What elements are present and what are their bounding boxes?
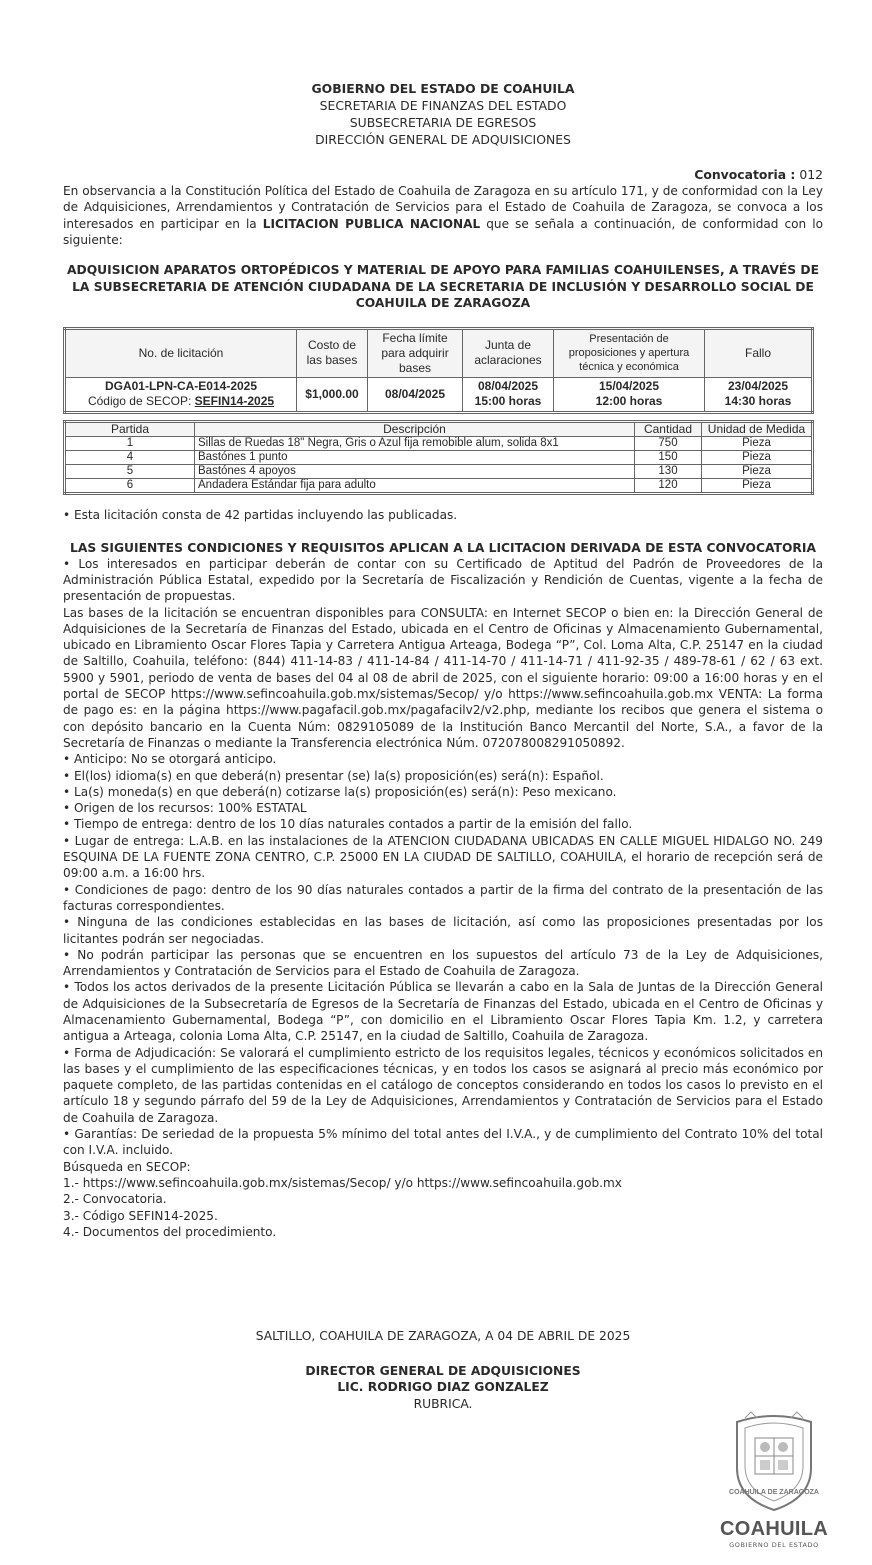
items-table [63,420,814,495]
partidas-note: • Esta licitación consta de 42 partidas incluyendo las publicadas. [63,507,458,522]
condition-item: • Lugar de entrega: L.A.B. en las instalaciones de la ATENCION CIUDADANA UBICADAS EN CALLE MIGUEL HIDALGO NO. 249 ESQUINA DE LA FUENTE ZONA CENTRO, C.P. 25000 EN LA CIUDAD DE SALTILLO, COAHUILA, el horario de recepción será de 09:00 a.m. a 16:00 hrs. [63,833,823,881]
summary-header-cell: No. de licitación [65,328,297,377]
secop-code-label: Código de SECOP: [87,394,192,409]
logo-brand: COAHUILA [720,1518,828,1540]
condition-item: Las bases de la licitación se encuentran disponibles para CONSULTA: en Internet SECOP o bien en: la Dirección General de Adquisiciones de la Secretaría de Finanzas del Estado, ubicada en el Centro de Oficinas y Almacenamiento Gubernamental, ubicado en Libramiento Oscar Flores Tapia y Carretera Antigua Arteaga, Bodega “P”, Col. Loma Alta, C.P. 25147 en la ciudad de Saltillo, Coahuila, teléfono: (844) 411-14-83 / 411-14-84 / 411-14-70 / 411-14-71 / 411-92-35 / 489-78-61 / 62 / 63 ext. 5900 y 5901, periodo de venta de bases del 04 al 08 de abril de 2025, con el siguiente horario: 09:00 a 16:00 horas y en el portal de SECOP https://www.sefincoahuila.gob.mx/sistemas/Secop/ y/o https://www.sefincoahuila.gob.mx VENTA: La forma de pago es: en la página https://www.pagafacil.gob.mx/pagafacilv2/v2.php, mediante los recibos que genera el sistema o con depósito bancario en la Cuenta Núm: 0829105089 de la Institución Banco Mercantil del Norte, S.A., a favor de la Secretaría de Finanzas o mediante la Transferencia electrónica Núm. 072078008291050892. [63,605,823,750]
convocatoria-value: 012 [799,167,823,182]
summary-header-cell: Presentación de proposiciones y apertura técnica y económica [554,328,705,377]
summary-header-cell: Junta de aclaraciones [463,328,554,377]
conditions-list [63,556,823,1240]
fecha-limite: 08/04/2025 [368,377,463,412]
cantidad-cell: 130 [635,464,702,478]
summary-header-cell: Fecha límite para adquirir bases [368,328,463,377]
condition-item: • El(los) idioma(s) en que deberá(n) presentar (se) la(s) proposición(es) será(n): Español. [63,768,604,783]
summary-values-row [65,377,813,412]
partida-cell: 1 [65,436,195,450]
coahuila-logo [715,1410,833,1549]
descripcion-cell: Andadera Estándar fija para adulto [195,478,635,493]
licitacion-cell [65,377,297,412]
state-seal-icon [715,1410,833,1514]
secop-step: 4.- Documentos del procedimiento. [63,1224,277,1239]
secop-step: 3.- Código SEFIN14-2025. [63,1208,218,1223]
cantidad-cell: 750 [635,436,702,450]
place-date: SALTILLO, COAHUILA DE ZARAGOZA, A 04 DE ABRIL DE 2025 [255,1329,631,1344]
header-secretaria: SECRETARIA DE FINANZAS DEL ESTADO [319,98,567,113]
condition-item: • Ninguna de las condiciones establecidas en las bases de licitación, así como las proposiciones presentadas por los licitantes podrán ser negociadas. [63,915,823,946]
table-row [65,478,813,493]
header-direccion: DIRECCIÓN GENERAL DE ADQUISICIONES [315,132,571,147]
seal-text: COAHUILA DE ZARAGOZA [729,1489,819,1496]
document-page [63,80,823,1412]
condition-item: • Garantías: De seriedad de la propuesta 5% mínimo del total antes del I.V.A., y de cumplimiento del Contrato 10% del total con I.V.A. incluido. [63,1127,823,1158]
signer-name: LIC. RODRIGO DIAZ GONZALEZ [337,1380,549,1395]
secop-step: 1.- https://www.sefincoahuila.gob.mx/sistemas/Secop/ y/o https://www.sefincoahuila.gob.mx [63,1175,622,1190]
junta-date: 08/04/2025 [477,379,539,394]
table-row [65,436,813,450]
header-subsecretaria: SUBSECRETARIA DE EGRESOS [349,115,537,130]
condition-item: • Los interesados en participar deberán de contar con su Certificado de Aptitud del Padrón de Proveedores de la Administración Pública Estatal, expedido por la Secretaría de Fiscalización y Rendición de Cuentas, vigente a la fecha de presentación de propuestas. [63,556,823,604]
conditions-title: LAS SIGUIENTES CONDICIONES Y REQUISITOS APLICAN A LA LICITACION DERIVADA DE ESTA CONVOCATORIA [70,540,816,555]
secop-title: Búsqueda en SECOP: [63,1159,191,1174]
unidad-cell: Pieza [702,436,813,450]
fallo-time: 14:30 horas [724,394,792,409]
summary-header-row [65,328,813,377]
costo-bases: $1,000.00 [297,377,368,412]
fallo [705,377,813,412]
condition-item: • Anticipo: No se otorgará anticipo. [63,752,277,767]
header-government: GOBIERNO DEL ESTADO DE COAHUILA [311,81,575,96]
summary-header-cell: Costo de las bases [297,328,368,377]
licitacion-number: DGA01-LPN-CA-E014-2025 [104,379,258,394]
unidad-cell: Pieza [702,450,813,464]
secop-code: SEFIN14-2025 [194,394,275,409]
cantidad-cell: 120 [635,478,702,493]
rubrica: RUBRICA. [413,1396,473,1411]
intro-text-1: En observancia a la Constitución Política del Estado de Coahuila de Zaragoza en su artículo 171, y de conformidad con la Ley de Adquisiciones, Arrendamientos y Contratación de Servicios para el Estado de Coahuila de Zaragoza, se convoca a los interesados en participar en la [63,184,823,231]
items-header-row [65,421,813,436]
logo-subtitle: GOBIERNO DEL ESTADO [729,1541,819,1549]
partida-cell: 4 [65,450,195,464]
fallo-date: 23/04/2025 [727,379,789,394]
condition-item: • Todos los actos derivados de la presente Licitación Pública se llevarán a cabo en la Sala de Juntas de la Dirección General de Adquisiciones de la Subsecretaría de Egresos de la Secretaría de Finanzas del Estado, ubicada en el Centro de Oficinas y Almacenamiento Gubernamental, Bodega “P”, con domicilio en el Libramiento Oscar Flores Tapia Km. 1.2, y carretera antigua a Arteaga, colonia Loma Alta, C.P. 25147, en la ciudad de Saltillo, Coahuila de Zaragoza. [63,980,823,1044]
junta-time: 15:00 horas [474,394,542,409]
condition-item: • Forma de Adjudicación: Se valorará el cumplimiento estricto de los requisitos legales, técnicos y económicos solicitados en las bases y el cumplimiento de las especificaciones técnicas, y en todos los casos se asignará al precio más económico por paquete completo, de las partidas contenidas en el catálogo de conceptos considerando en todos los casos lo previsto en el artículo 18 y segundo párrafo del 59 de la Ley de Adquisiciones, Arrendamientos y Contratación de Servicios para el Estado de Coahuila de Zaragoza. [63,1045,823,1125]
procurement-title: ADQUISICION APARATOS ORTOPÉDICOS Y MATERIAL DE APOYO PARA FAMILIAS COAHUILENSES, A TRAVÉS DE LA SUBSECRETARIA DE ATENCIÓN CIUDADANA DE LA SECRETARIA DE INCLUSIÓN Y DESARROLLO SOCIAL DE COAHUILA DE ZARAGOZA [67,263,819,311]
items-header-cell: Cantidad [635,421,702,436]
condition-item: • Condiciones de pago: dentro de los 90 días naturales contados a partir de la firma del contrato de la presentación de las facturas correspondientes. [63,882,823,913]
condition-item: • Origen de los recursos: 100% ESTATAL [63,801,307,816]
convocatoria-label: Convocatoria : [694,167,796,182]
table-row [65,450,813,464]
signer-role: DIRECTOR GENERAL DE ADQUISICIONES [305,1363,581,1378]
partida-cell: 6 [65,478,195,493]
items-header-cell: Unidad de Medida [702,421,813,436]
intro-licitacion-type: LICITACION PUBLICA NACIONAL [262,216,481,231]
presentacion-time: 12:00 horas [595,394,663,409]
presentacion-proposiciones [554,377,705,412]
summary-table [63,327,814,414]
items-header-cell: Partida [65,421,195,436]
condition-item: • No podrán participar las personas que se encuentren en los supuestos del artículo 73 de la Ley de Adquisiciones, Arrendamientos y Contratación de Servicios para el Estado de Coahuila de Zaragoza. [63,947,823,979]
unidad-cell: Pieza [702,478,813,493]
items-header-cell: Descripción [195,421,635,436]
table-row [65,464,813,478]
junta-aclaraciones [463,377,554,412]
convocatoria-number [63,167,823,183]
partida-cell: 5 [65,464,195,478]
secop-step: 2.- Convocatoria. [63,1192,167,1207]
intro-text-2: que se señala a continuación, de conformidad con lo siguiente: [63,216,823,247]
document-header [63,80,823,148]
descripcion-cell: Bastónes 1 punto [195,450,635,464]
cantidad-cell: 150 [635,450,702,464]
summary-header-cell: Fallo [705,328,813,377]
intro-paragraph [63,183,823,248]
descripcion-cell: Sillas de Ruedas 18" Negra, Gris o Azul fija remobible alum, solida 8x1 [195,436,635,450]
presentacion-date: 15/04/2025 [598,379,660,394]
descripcion-cell: Bastónes 4 apoyos [195,464,635,478]
unidad-cell: Pieza [702,464,813,478]
condition-item: • Tiempo de entrega: dentro de los 10 días naturales contados a partir de la emisión del fallo. [63,817,633,832]
condition-item: • La(s) moneda(s) en que deberá(n) cotizarse la(s) proposición(es) será(n): Peso mexicano. [63,784,617,799]
